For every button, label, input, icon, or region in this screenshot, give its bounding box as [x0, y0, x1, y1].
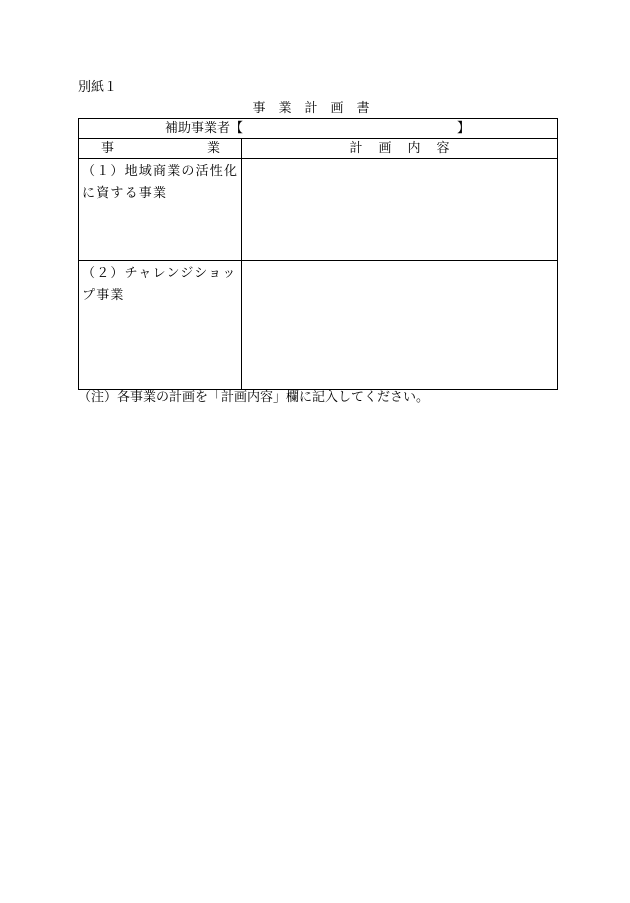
plan-content-cell[interactable] — [242, 159, 558, 261]
column-header-row — [79, 139, 558, 159]
project-column-header — [79, 139, 242, 159]
project-header-left: 事 — [101, 141, 115, 156]
applicant-cell[interactable] — [79, 119, 558, 139]
project-header-right: 業 — [207, 141, 221, 156]
applicant-bracket-close: 】 — [457, 121, 471, 136]
plan-content-cell[interactable] — [242, 261, 558, 390]
document-title: 事業計画書 — [252, 101, 383, 116]
applicant-row — [79, 119, 558, 139]
applicant-label: 補助事業者【 — [165, 121, 244, 136]
business-plan-table — [78, 118, 558, 390]
project-name-cell: （２）チャレンジショップ事業 — [79, 261, 242, 390]
project-name-cell: （１）地域商業の活性化に資する事業 — [79, 159, 242, 261]
annex-label: 別紙１ — [78, 80, 118, 95]
table-row — [79, 261, 558, 390]
footnote: （注）各事業の計画を「計画内容」欄に記入してください。 — [78, 390, 430, 405]
table-row — [79, 159, 558, 261]
content-column-header: 計画内容 — [242, 139, 558, 159]
